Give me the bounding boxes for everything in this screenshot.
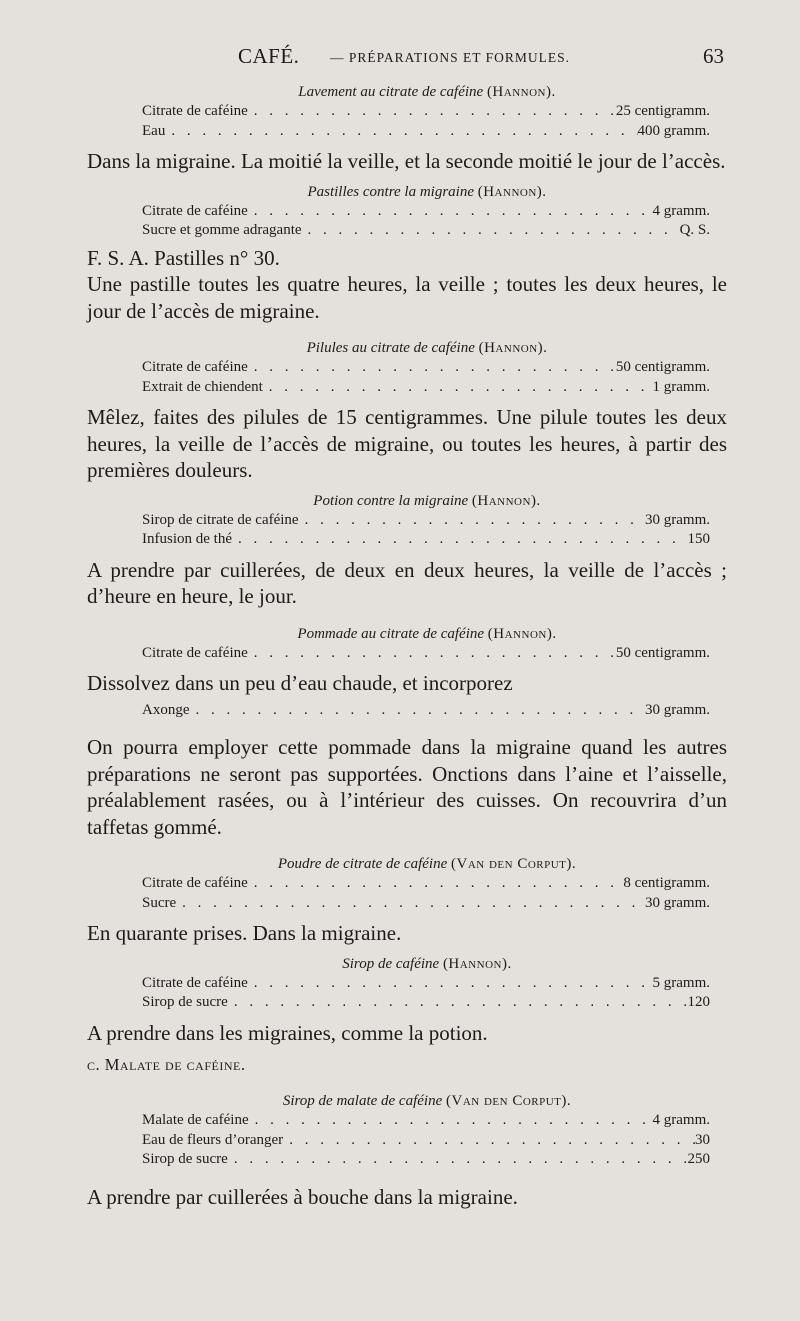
recipe-title: Potion contre la migraine (Hannon). — [313, 492, 541, 509]
instruction-paragraph: A prendre dans les migraines, comme la potion. — [87, 1020, 488, 1045]
page-number: 63 — [703, 44, 724, 68]
header-title: CAFÉ. — [238, 44, 300, 68]
ingredient-line: Infusion de thé . . . 150 — [142, 530, 710, 550]
ingredient-line: Sirop de citrate de caféine . . . 30 gramm. — [142, 511, 710, 531]
instruction-paragraph: A prendre par cuillerées à bouche dans la migraine. — [87, 1184, 518, 1209]
ingredient-line: Citrate de caféine . . . 50 centigramm. — [142, 644, 710, 664]
recipe-title: Sirop de malate de caféine (Van den Corput). — [282, 1093, 572, 1109]
ingredient-line: Sirop de sucre . . . 120 — [142, 993, 710, 1013]
ingredient-line: Citrate de caféine . . . 4 gramm. — [142, 202, 710, 222]
ingredient-line: Malate de caféine . . . 4 gramm. — [142, 1111, 710, 1131]
recipe-title: Pastilles contre la migraine (Hannon). — [307, 183, 547, 200]
ingredient-line: Citrate de caféine . . . 50 centigramm. — [142, 358, 710, 378]
ingredient-line: Eau . . . 400 gramm. — [142, 122, 710, 142]
ingredient-line: Citrate de caféine . . . 8 centigramm. — [142, 874, 710, 894]
header-subtitle: — PRÉPARATIONS ET FORMULES. — [330, 50, 571, 65]
section-heading: c. Malate de caféine. — [87, 1055, 246, 1074]
ingredient-line: Axonge . . . 30 gramm. — [142, 701, 710, 721]
ingredient-line: Sucre et gomme adragante . . . Q. S. — [142, 221, 710, 241]
instruction-paragraph: F. S. A. Pastilles n° 30. — [87, 245, 280, 270]
instruction-paragraph: Mêlez, faites des pilules de 15 centigrammes. Une pilule toutes les deux heures, la veille de l’accès de migraine, ou toutes les heures, à partir des premières douleurs. — [87, 405, 727, 482]
recipe-title: Sirop de caféine (Hannon). — [342, 955, 512, 972]
instruction-paragraph: A prendre par cuillerées, de deux en deux heures, la veille de l’accès ; d’heure en heure, le jour. — [87, 557, 727, 608]
ingredient-line: Sucre . . . 30 gramm. — [142, 894, 710, 914]
ingredient-line: Eau de fleurs d’oranger . . . 30 — [142, 1131, 710, 1151]
instruction-paragraph: En quarante prises. Dans la migraine. — [87, 921, 402, 945]
ingredient-line: Extrait de chiendent . . . 1 gramm. — [142, 378, 710, 398]
ingredient-line: Citrate de caféine . . . 5 gramm. — [142, 974, 710, 994]
instruction-paragraph: Dissolvez dans un peu d’eau chaude, et incorporez — [87, 671, 513, 695]
recipe-title: Pommade au citrate de caféine (Hannon). — [297, 625, 557, 642]
instruction-paragraph: Dans la migraine. La moitié la veille, et la seconde moitié le jour de l’accès. — [87, 149, 726, 173]
ingredient-line: Sirop de sucre . . . 250 — [142, 1150, 710, 1170]
recipe-title: Pilules au citrate de caféine (Hannon). — [306, 340, 548, 356]
page-content — [87, 82, 727, 1210]
recipe-title: Lavement au citrate de caféine (Hannon). — [298, 84, 556, 100]
instruction-paragraph: Une pastille toutes les quatre heures, la veille ; toutes les deux heures, le jour de l’accès de migraine. — [87, 272, 727, 323]
ingredient-line: Citrate de caféine . . . 25 centigramm. — [142, 102, 710, 122]
instruction-paragraph: On pourra employer cette pommade dans la migraine quand les autres préparations ne seront pas supportées. Onctions dans l’aine et l’aisselle, préalablement rasées, ou à l’intérieur des cuisses. On recouvrira d’un taffetas gommé. — [87, 735, 727, 839]
running-header — [0, 44, 800, 78]
recipe-title: Poudre de citrate de caféine (Van den Corput). — [277, 856, 577, 872]
